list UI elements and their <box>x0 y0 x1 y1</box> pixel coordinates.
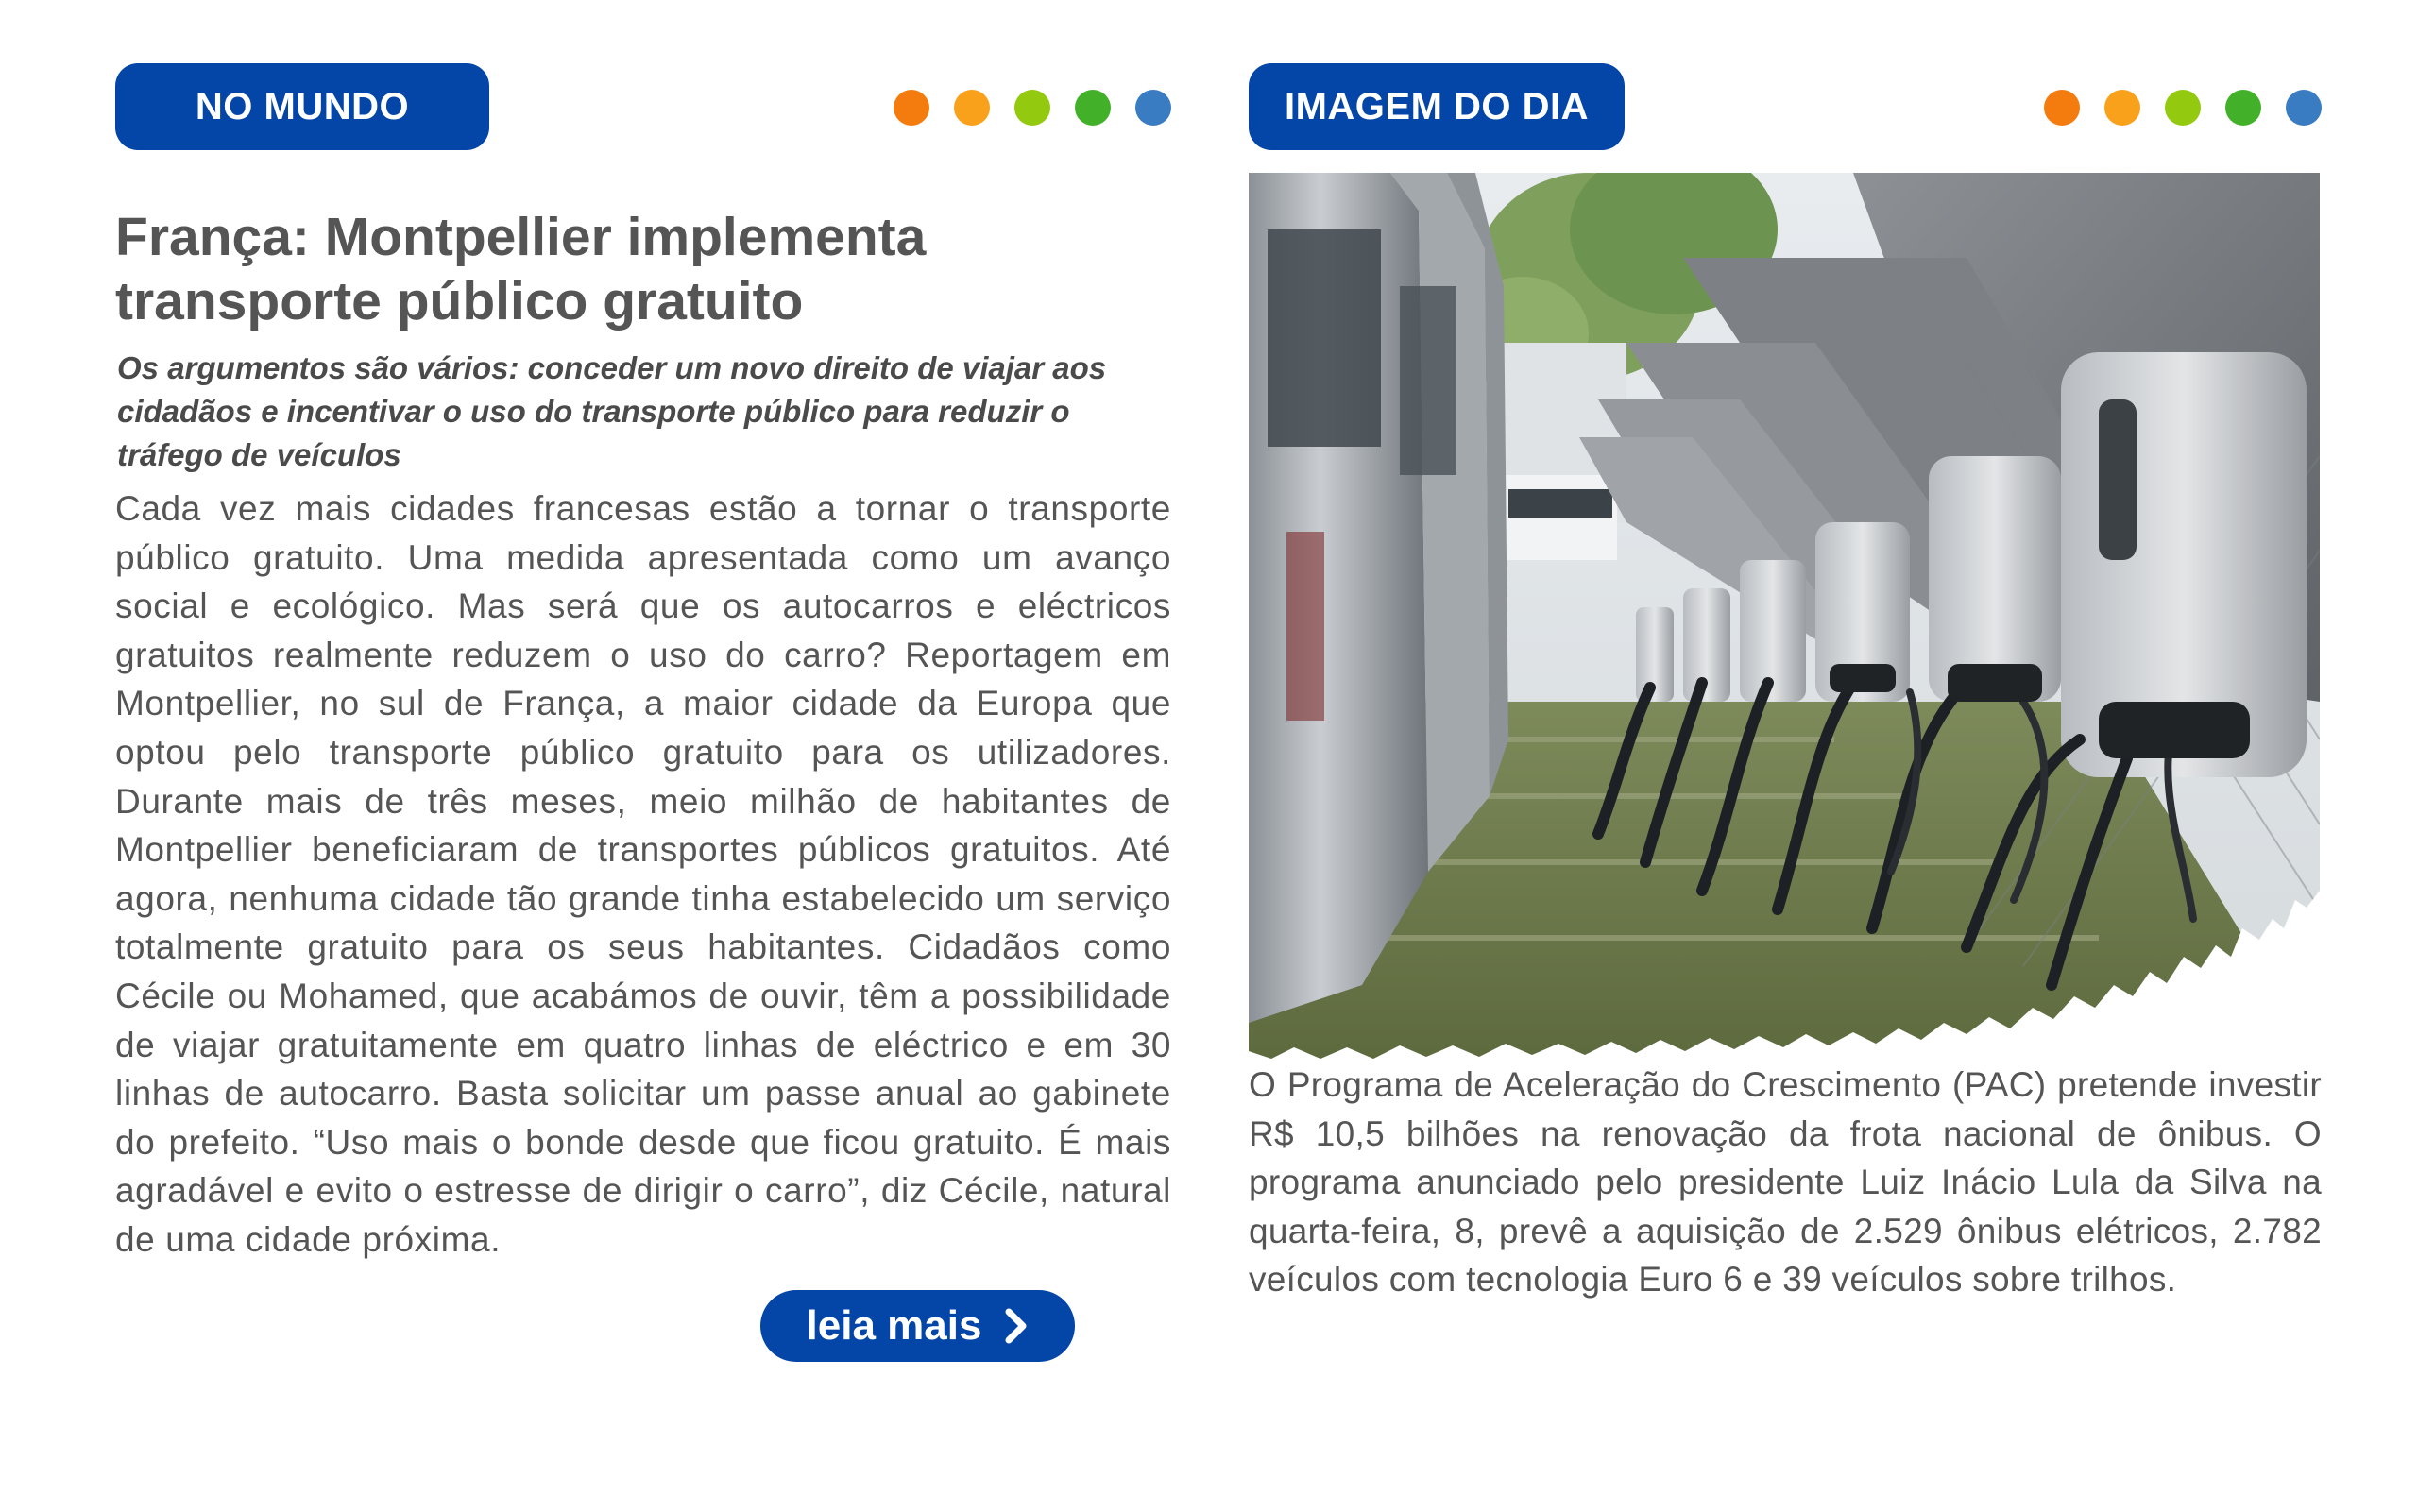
chevron-right-icon <box>1004 1307 1029 1345</box>
article-body: Cada vez mais cidades francesas estão a tornar o transporte público gratuito. Uma medida apresentada como um avanço social e ecológico. Mas será que os autocarros e eléctricos gratuitos realmente reduzem o uso do carro? Reportagem em Montpellier, no sul de França, a maior cidade da Europa que optou pelo transporte público gratuito para os utilizadores. Durante mais de três meses, meio milhão de habitantes de Montpellier beneficiaram de transportes públicos gratuitos. Até agora, nenhuma cidade tão grande tinha estabelecido um serviço totalmente gratuito para os seus habitantes. Cidadãos como Cécile ou Mohamed, que acabámos de ouvir, têm a possibilidade de viajar gratuitamente em quatro linhas de eléctrico e em 30 linhas de autocarro. Basta solicitar um passe anual ao gabinete do prefeito. “Uso mais o bonde desde que ficou gratuito. É mais agradável e evito o estresse de dirigir o carro”, diz Cécile, natural de uma cidade próxima. <box>115 489 1171 1259</box>
article-headline: França: Montpellier implementa transporte público gratuito <box>115 207 927 331</box>
dot-orange <box>2044 90 2080 126</box>
decorative-dots <box>2044 90 2322 126</box>
dot-orange <box>894 90 929 126</box>
electric-bus-charging-photo <box>1249 173 2320 1061</box>
article-subheadline: Os argumentos são vários: conceder um novo direito de viajar aos cidadãos e incentivar o uso do transporte público para reduzir o tráfego de veículos <box>117 350 1107 472</box>
dot-lime <box>1014 90 1050 126</box>
dot-green <box>1075 90 1111 126</box>
dot-amber <box>2104 90 2140 126</box>
dot-green <box>2225 90 2261 126</box>
read-more-label: leia mais <box>806 1302 982 1349</box>
decorative-dots <box>894 90 1171 126</box>
dot-blue <box>1135 90 1171 126</box>
dot-blue <box>2286 90 2322 126</box>
image-caption: O Programa de Aceleração do Crescimento (PAC) pretende investir R$ 10,5 bilhões na renovação da frota nacional de ônibus. O programa anunciado pelo presidente Luiz Inácio Lula da Silva na quarta-feira, 8, prevê a aquisição de 2.529 ônibus elétricos, 2.782 veículos com tecnologia Euro 6 e 39 veículos sobre trilhos. <box>1249 1065 2322 1300</box>
dot-lime <box>2165 90 2201 126</box>
section-tag-no-mundo: NO MUNDO <box>115 63 489 150</box>
read-more-button[interactable] <box>760 1290 1075 1362</box>
dot-amber <box>954 90 990 126</box>
section-tag-imagem-do-dia: IMAGEM DO DIA <box>1249 63 1625 150</box>
